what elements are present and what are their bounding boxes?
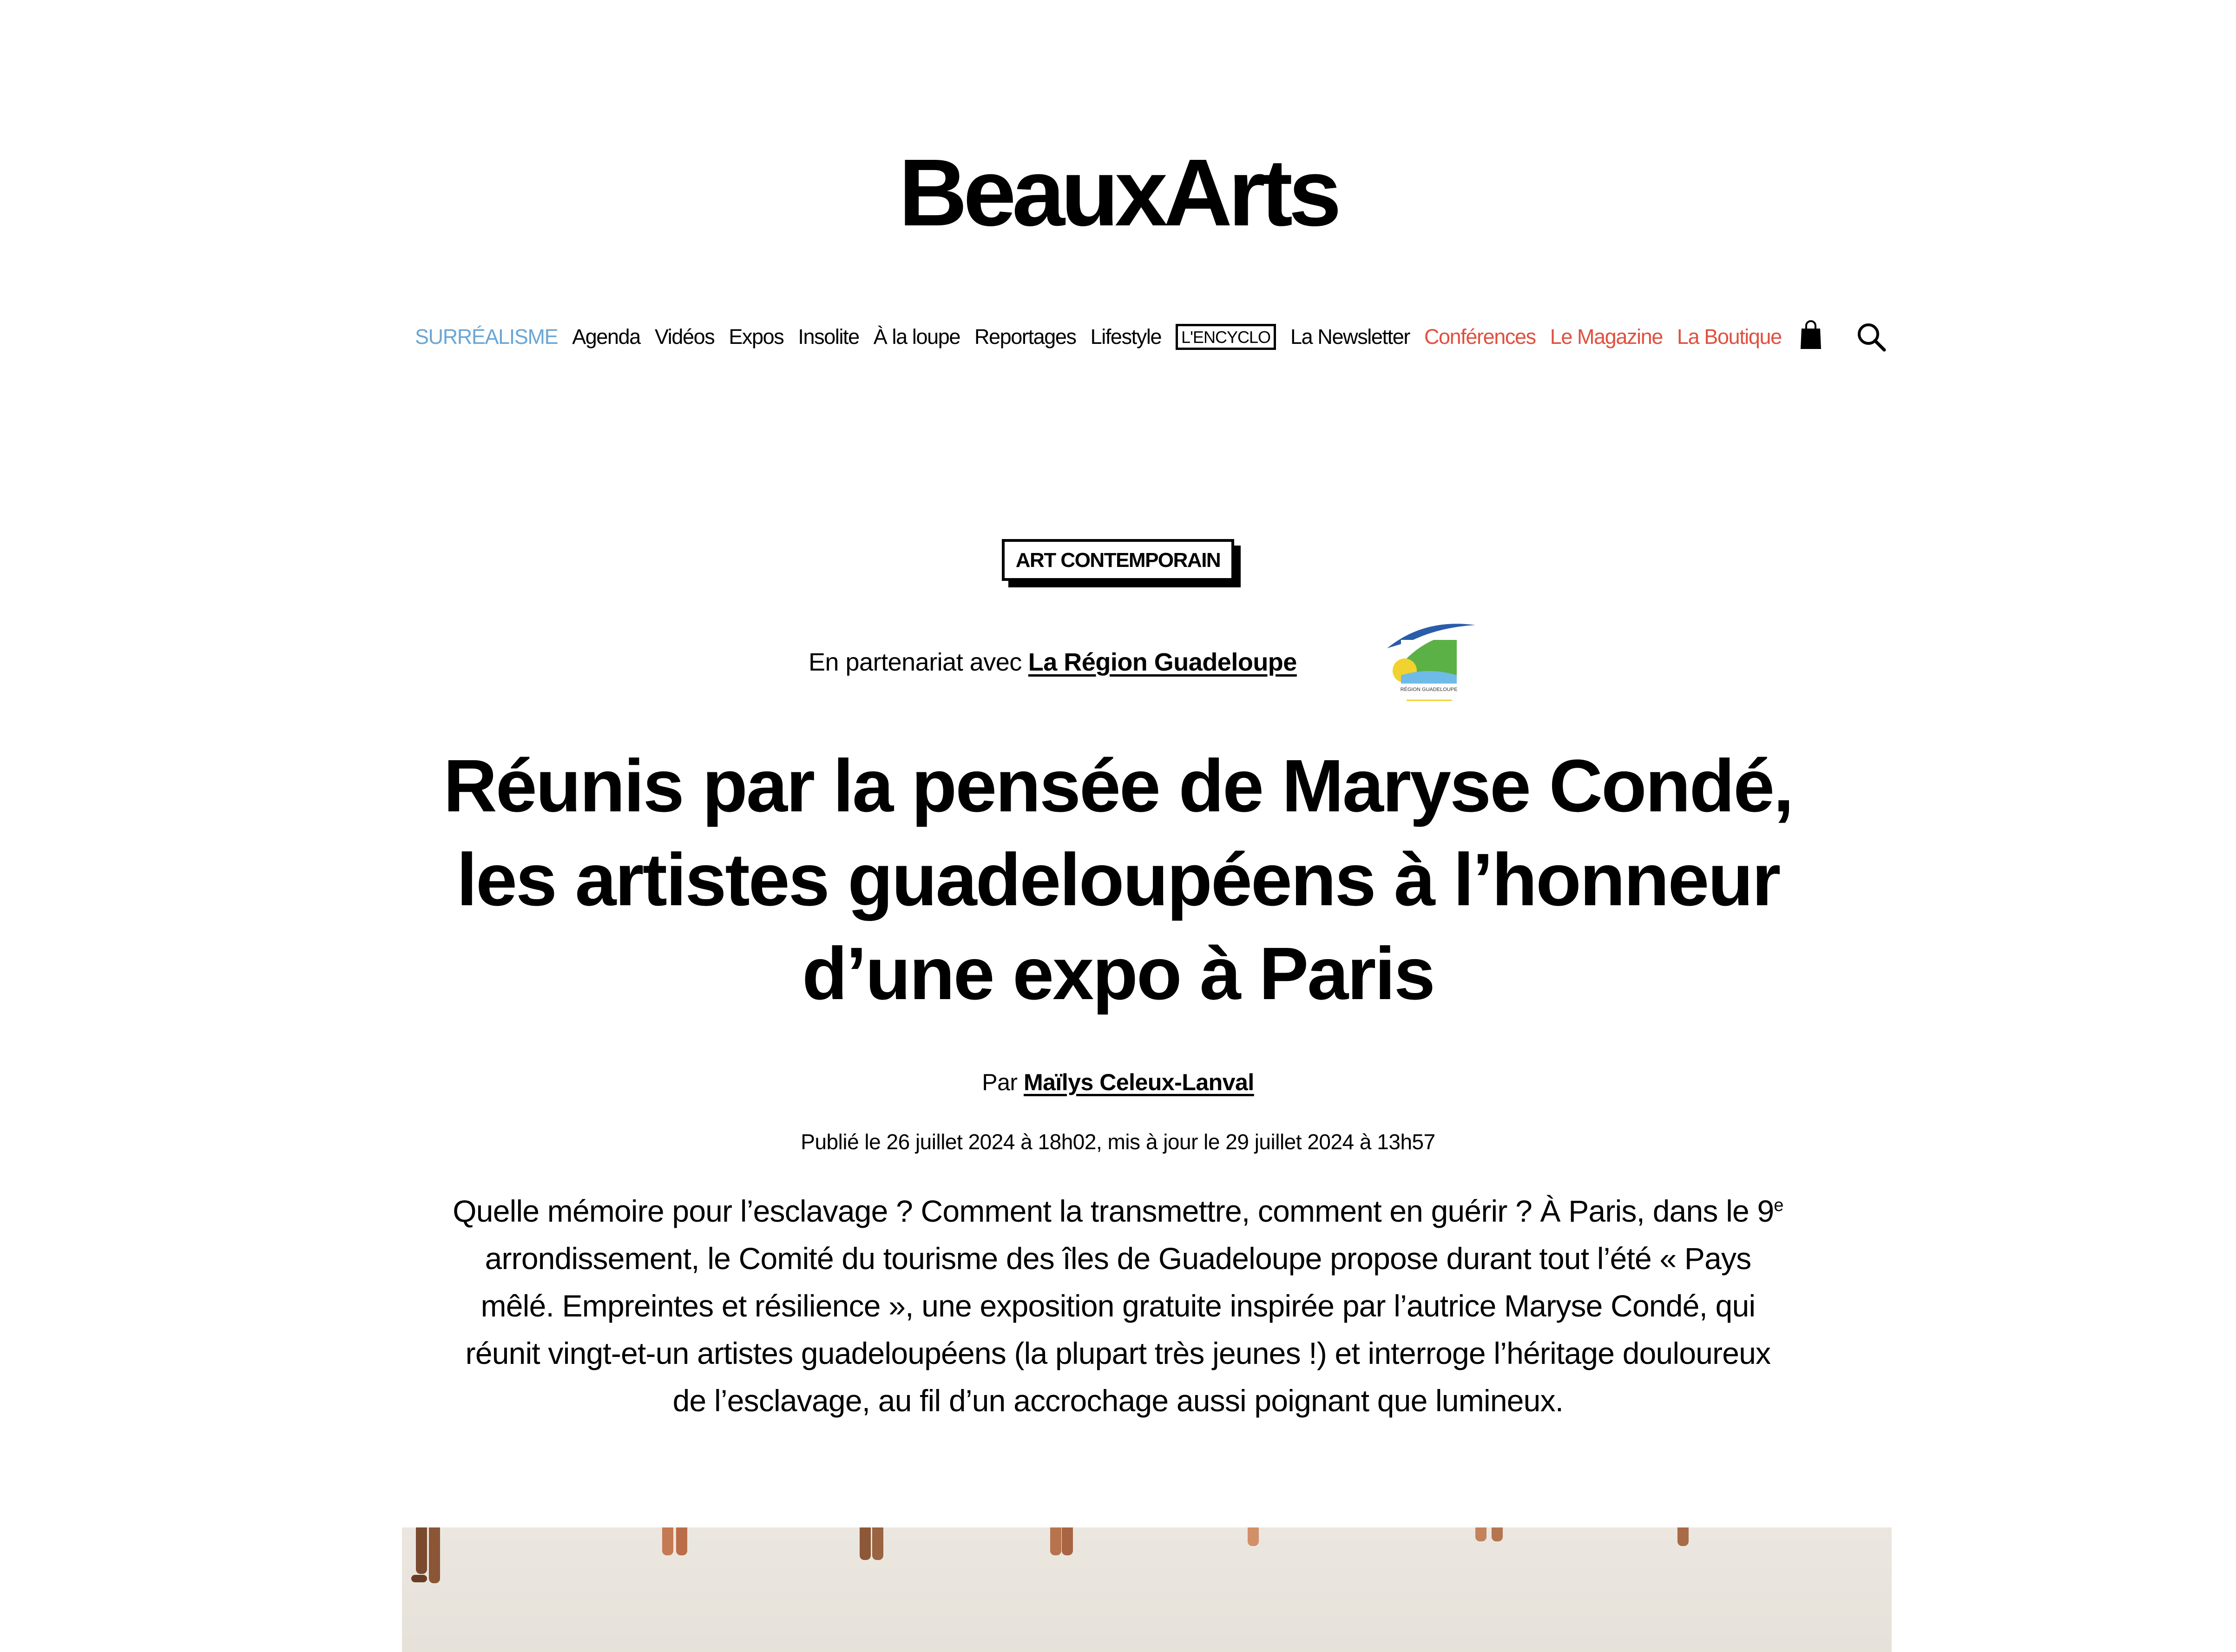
nav-item-a-la-loupe[interactable]: À la loupe bbox=[873, 325, 960, 349]
region-guadeloupe-logo[interactable] bbox=[1382, 620, 1475, 704]
nav-item-encyclo[interactable]: L'ENCYCLO bbox=[1176, 324, 1276, 350]
figurine-leg bbox=[1050, 1527, 1061, 1555]
nav-item-insolite[interactable]: Insolite bbox=[798, 325, 859, 349]
partner-logo-text: RÉGION GUADELOUPE bbox=[1400, 687, 1458, 692]
nav-item-surrealisme[interactable]: SURRÉALISME bbox=[415, 325, 558, 349]
figurine-leg bbox=[1062, 1527, 1073, 1555]
figurine-leg bbox=[416, 1527, 427, 1574]
figurine-leg bbox=[662, 1527, 673, 1555]
figurine-leg bbox=[872, 1527, 883, 1560]
partnership-line bbox=[809, 620, 1297, 704]
article-title: Réunis par la pensée de Maryse Condé, les artistes guadeloupéens à l’honneur d’une expo à Paris bbox=[443, 744, 1793, 1015]
article-lead bbox=[446, 1187, 1790, 1424]
main-nav bbox=[415, 318, 1865, 355]
nav-item-expos[interactable]: Expos bbox=[729, 325, 784, 349]
lead-part-2: arrondissement, le Comité du tourisme des îles de Guadeloupe propose durant tout l’été « Pays mêlé. Empreintes et résilience », une exposition gratuite inspirée par l’autrice Maryse Condé, qui réunit vingt-et-un artistes guadeloupéens (la plupart très jeunes !) et interroge l’héritage douloureux de l’esclavage, au fil d’un accrochage aussi poignant que lumineux. bbox=[465, 1241, 1771, 1418]
figurine-leg bbox=[1248, 1527, 1259, 1546]
nav-item-reportages[interactable]: Reportages bbox=[974, 325, 1076, 349]
figurine-leg bbox=[1677, 1527, 1689, 1546]
lead-part-1: Quelle mémoire pour l’esclavage ? Comment la transmettre, comment en guérir ? À Paris, dans le 9 bbox=[453, 1194, 1774, 1228]
byline bbox=[0, 1069, 2236, 1096]
figurine-foot bbox=[411, 1575, 427, 1582]
site-logo[interactable]: BeauxArts bbox=[898, 139, 1338, 246]
partner-link[interactable]: La Région Guadeloupe bbox=[1028, 648, 1297, 676]
partnership-prefix: En partenariat avec bbox=[809, 648, 1022, 676]
category-tag[interactable]: ART CONTEMPORAIN bbox=[1002, 539, 1234, 581]
nav-item-boutique[interactable]: La Boutique bbox=[1677, 325, 1782, 349]
nav-item-videos[interactable]: Vidéos bbox=[654, 325, 715, 349]
lead-superscript: e bbox=[1774, 1196, 1783, 1215]
figurine-leg bbox=[429, 1527, 440, 1583]
nav-item-conferences[interactable]: Conférences bbox=[1424, 325, 1536, 349]
author-link[interactable]: Maïlys Celeux-Lanval bbox=[1023, 1069, 1254, 1095]
byline-prefix: Par bbox=[982, 1069, 1018, 1095]
shopping-bag-icon[interactable] bbox=[1800, 320, 1822, 350]
figurine-leg bbox=[860, 1527, 871, 1560]
nav-item-magazine[interactable]: Le Magazine bbox=[1550, 325, 1663, 349]
search-icon[interactable] bbox=[1855, 320, 1888, 354]
figurine-leg bbox=[1492, 1527, 1503, 1541]
nav-item-newsletter[interactable]: La Newsletter bbox=[1290, 325, 1410, 349]
hero-image bbox=[402, 1527, 1892, 1652]
nav-item-lifestyle[interactable]: Lifestyle bbox=[1090, 325, 1162, 349]
nav-item-agenda[interactable]: Agenda bbox=[572, 325, 640, 349]
published-date: Publié le 26 juillet 2024 à 18h02, mis à jour le 29 juillet 2024 à 13h57 bbox=[801, 1130, 1435, 1154]
figurine-leg bbox=[676, 1527, 687, 1555]
figurine-leg bbox=[1475, 1527, 1486, 1541]
category-tag-wrap bbox=[0, 539, 2236, 581]
